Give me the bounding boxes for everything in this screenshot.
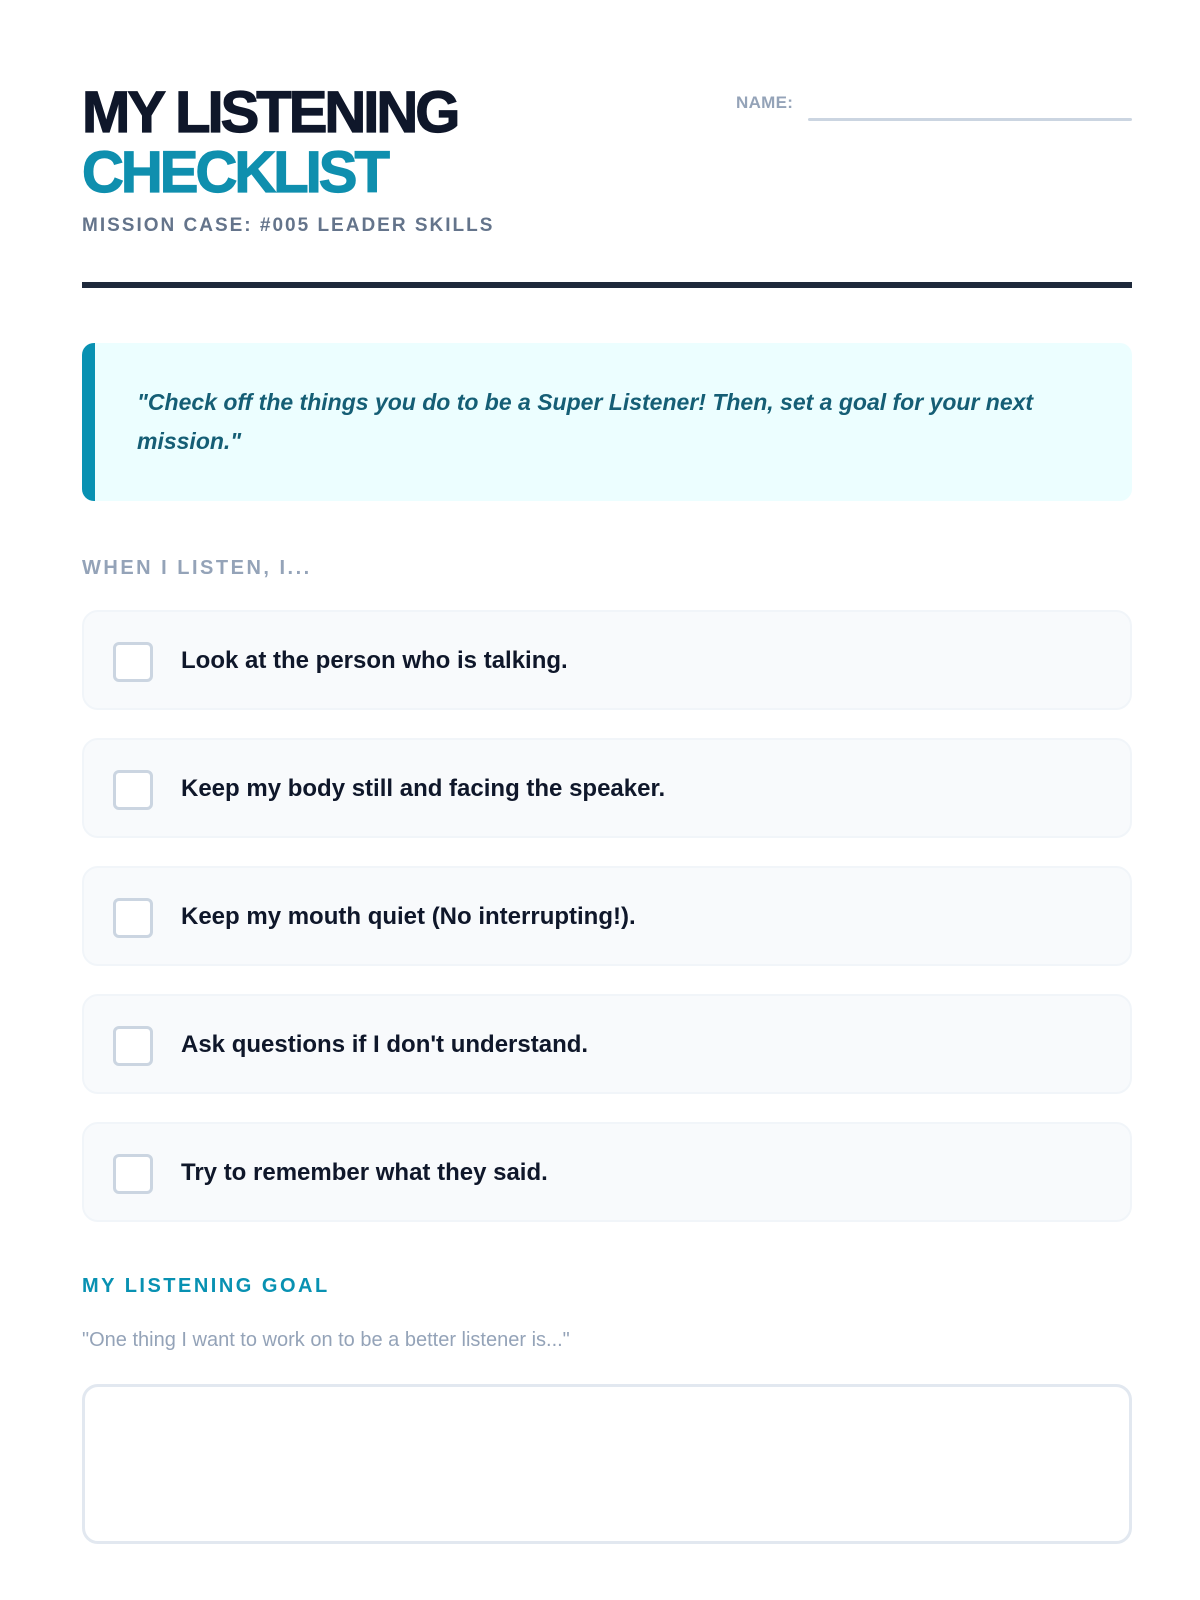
checkbox[interactable] bbox=[113, 642, 153, 682]
checklist-item-label: Try to remember what they said. bbox=[181, 1159, 548, 1186]
goal-prompt: "One thing I want to work on to be a better listener is..." bbox=[82, 1329, 570, 1351]
worksheet-page bbox=[82, 0, 1132, 1600]
checklist-item-label: Keep my mouth quiet (No interrupting!). bbox=[181, 903, 636, 930]
goal-heading: MY LISTENING GOAL bbox=[82, 1275, 330, 1297]
checkbox[interactable] bbox=[113, 1154, 153, 1194]
checkbox[interactable] bbox=[113, 898, 153, 938]
intro-quote-box bbox=[82, 343, 1132, 501]
checkbox[interactable] bbox=[113, 1026, 153, 1066]
worksheet-header bbox=[82, 80, 1132, 244]
checklist-item-label: Ask questions if I don't understand. bbox=[181, 1031, 589, 1058]
goal-answer-field[interactable] bbox=[82, 1384, 1132, 1544]
checklist-heading: WHEN I LISTEN, I... bbox=[82, 557, 312, 579]
mission-subtitle: MISSION CASE: #005 LEADER SKILLS bbox=[82, 215, 495, 236]
checklist-item-label: Look at the person who is talking. bbox=[181, 647, 568, 674]
checkbox[interactable] bbox=[113, 770, 153, 810]
checklist-item[interactable] bbox=[82, 738, 1132, 838]
checklist-item[interactable] bbox=[82, 866, 1132, 966]
checklist-item[interactable] bbox=[82, 1122, 1132, 1222]
checklist-item[interactable] bbox=[82, 610, 1132, 710]
page-title-line1: MY LISTENING bbox=[82, 80, 458, 145]
page-title-line2: CHECKLIST bbox=[82, 140, 387, 205]
checklist-item-label: Keep my body still and facing the speaker. bbox=[181, 775, 666, 802]
quote-accent-bar bbox=[82, 343, 95, 501]
name-label: NAME: bbox=[736, 93, 794, 112]
header-divider bbox=[82, 282, 1132, 288]
intro-quote: "Check off the things you do to be a Super Listener! Then, set a goal for your next mission." bbox=[137, 389, 1034, 454]
checklist-item[interactable] bbox=[82, 994, 1132, 1094]
name-field[interactable] bbox=[808, 118, 1132, 121]
